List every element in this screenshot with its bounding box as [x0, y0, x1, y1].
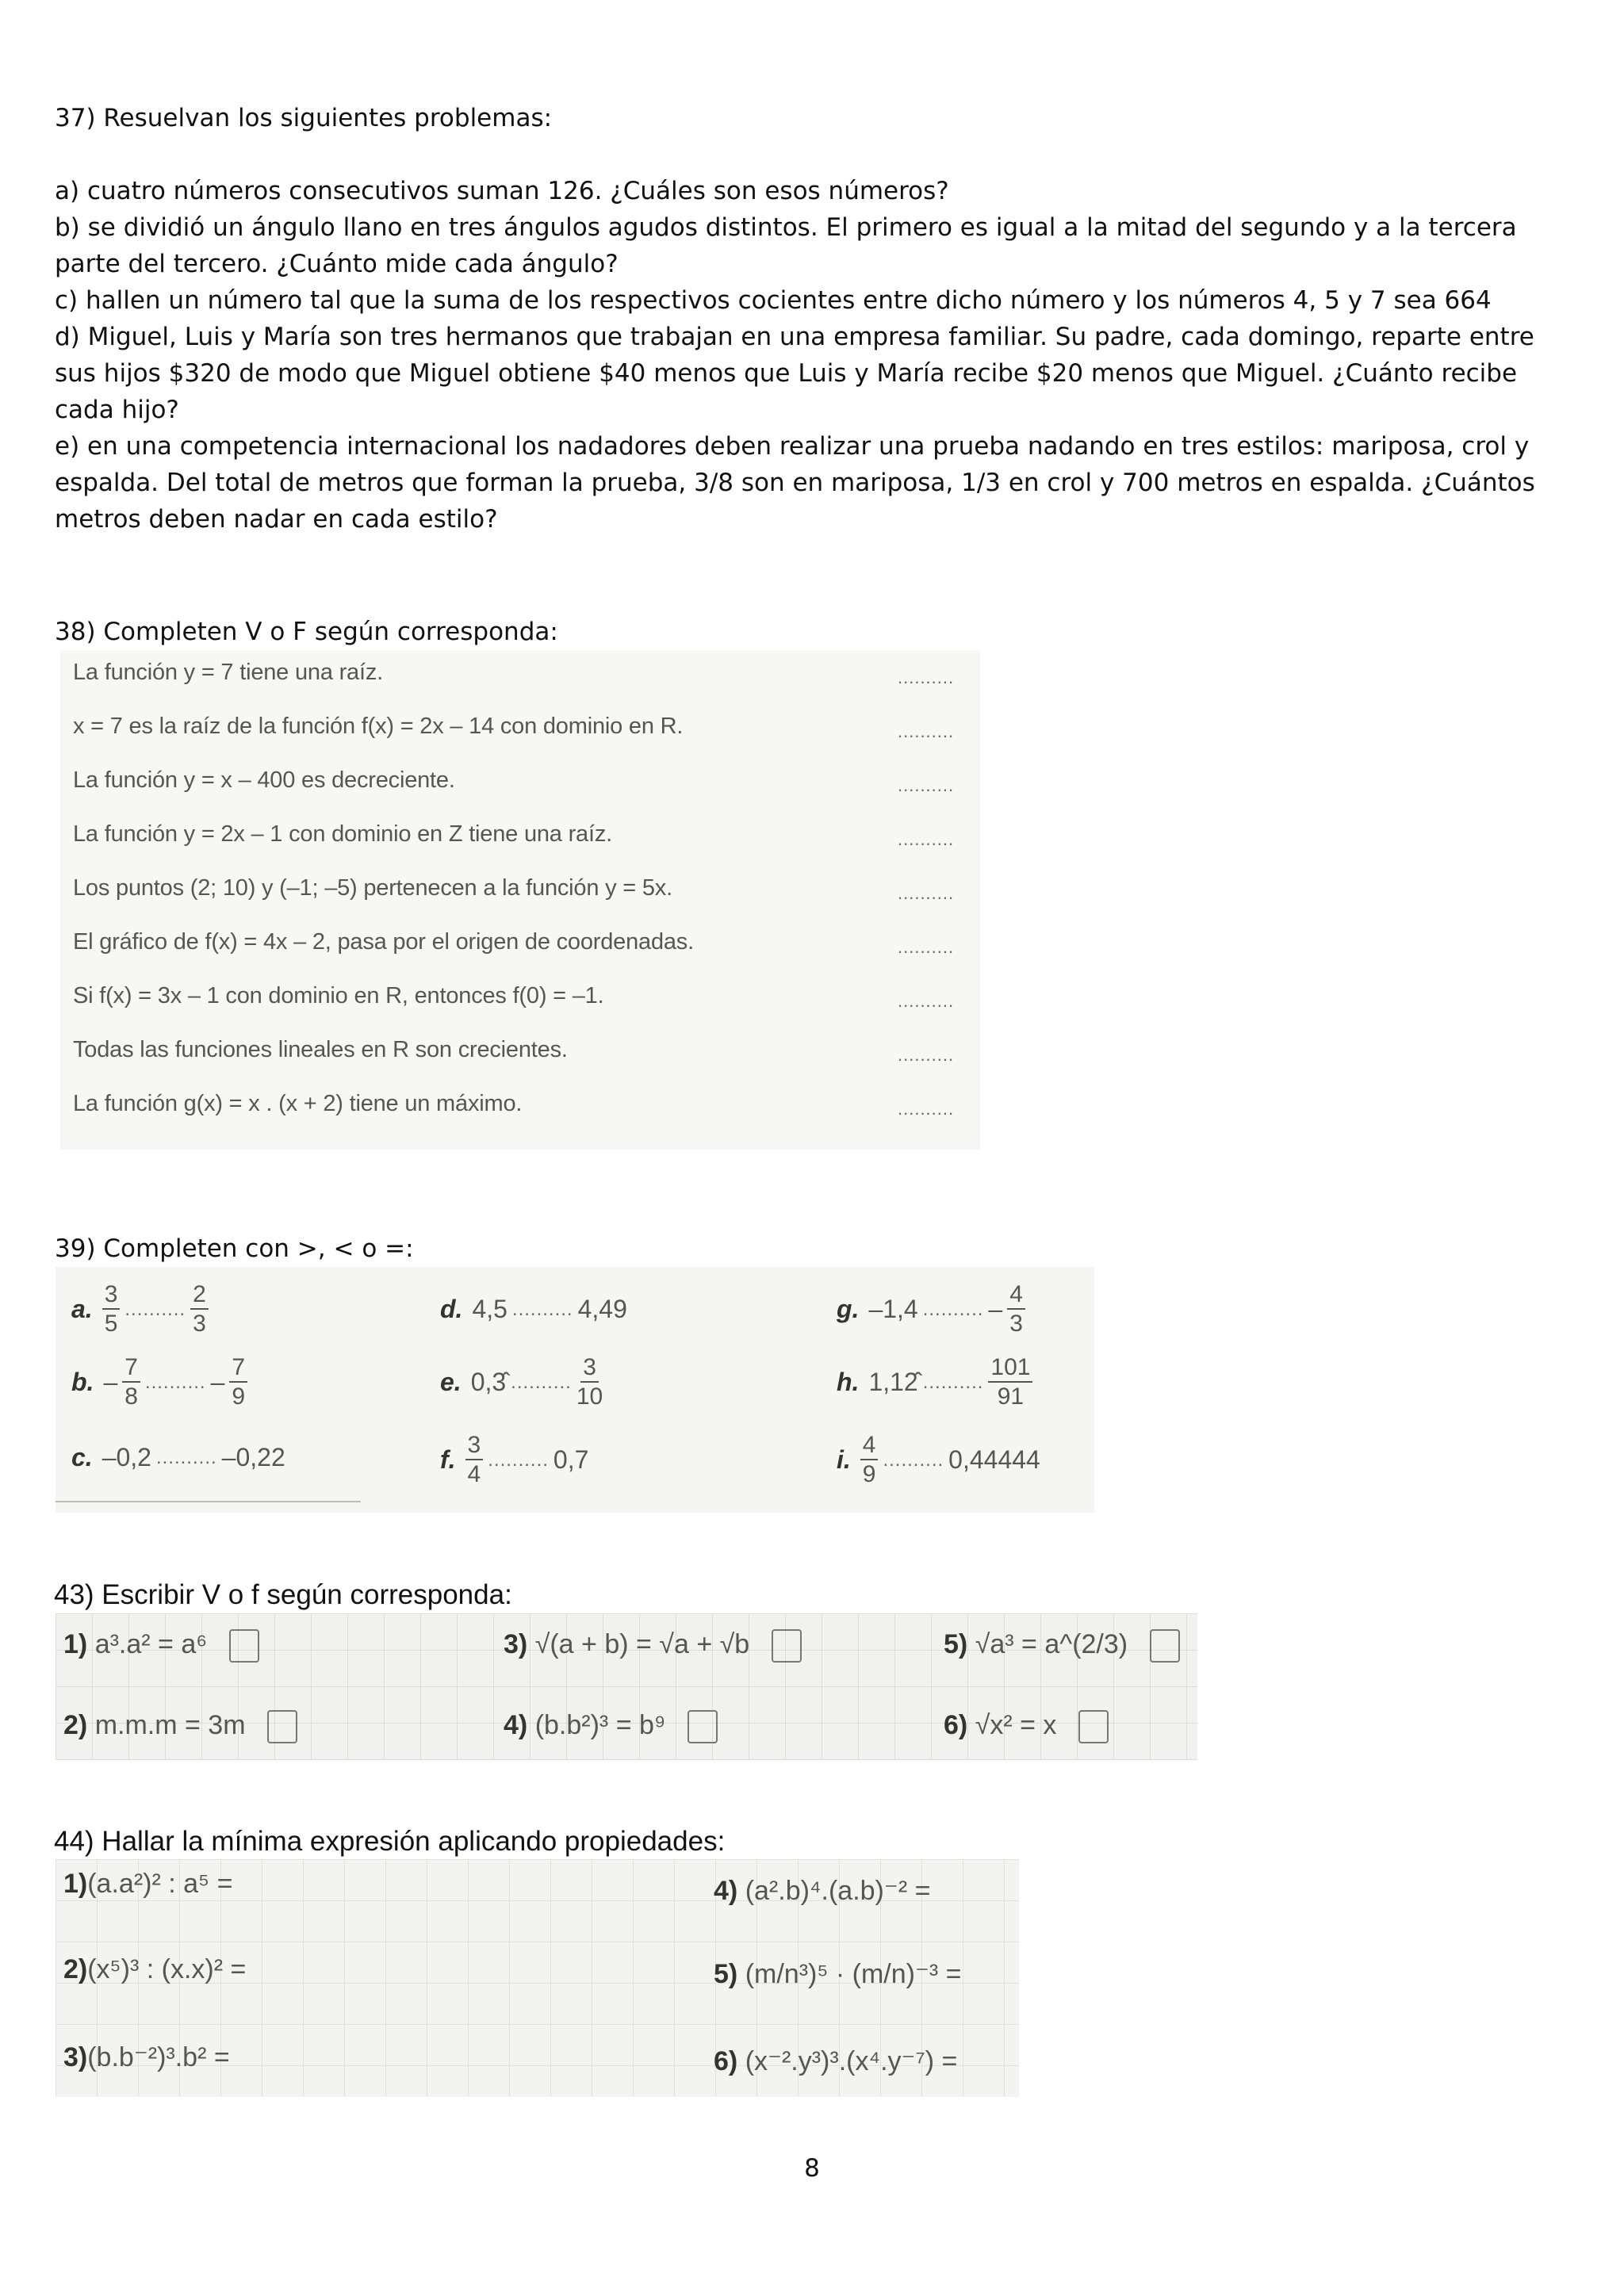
exercise-6: 6) √x² = x	[944, 1710, 1109, 1743]
compare-item-b: b. – $\frac{7}{8}$ .......... – $\frac{7}{9}$	[71, 1356, 247, 1409]
vf-statement: El gráfico de f(x) = 4x – 2, pasa por el origen de coordenadas.	[73, 929, 694, 955]
vf-statement: La función g(x) = x . (x + 2) tiene un máximo.	[73, 1091, 523, 1116]
vf-row	[73, 1081, 969, 1134]
vf-statement: Todas las funciones lineales en R son crecientes.	[73, 1037, 568, 1062]
answer-blank[interactable]: ..........	[898, 1045, 955, 1065]
exercise-4: 4) (b.b²)³ = b⁹	[504, 1710, 718, 1743]
compare-item-g: g. –1,4 .......... – $\frac{4}{3}$	[837, 1283, 1025, 1336]
page-number: 8	[804, 2154, 820, 2183]
simplify-exercise-2: 2)(x⁵)³ : (x.x)² =	[63, 1954, 247, 1984]
answer-box[interactable]	[267, 1710, 297, 1743]
simplify-exercise-1: 1)(a.a²)² : a⁵ =	[63, 1869, 233, 1899]
answer-blank[interactable]: ..........	[898, 668, 955, 687]
answer-blank[interactable]: ..........	[898, 775, 955, 795]
vf-statement: Si f(x) = 3x – 1 con dominio en R, entonces f(0) = –1.	[73, 983, 604, 1008]
section-37	[55, 100, 1545, 538]
compare-item-d: d. 4,5 .......... 4,49	[440, 1295, 627, 1323]
answer-box[interactable]	[1078, 1710, 1109, 1743]
simplify-exercise-3: 3)(b.b⁻²)³.b² =	[63, 2042, 230, 2072]
answer-blank[interactable]: ..........	[511, 1371, 572, 1393]
section-37-heading: 37) Resuelvan los siguientes problemas:	[55, 104, 553, 132]
section-39-heading: 39) Completen con >, < o =:	[55, 1234, 414, 1263]
vf-row	[73, 866, 969, 918]
compare-item-a: a. $\frac{3}{5}$ .......... $\frac{2}{3}$	[71, 1283, 209, 1336]
answer-blank[interactable]: ..........	[124, 1298, 186, 1320]
compare-item-f: f. $\frac{3}{4}$ .......... 0,7	[440, 1432, 589, 1487]
compare-item-e: e. 0,3̂ .......... $\frac{3}{10}$	[440, 1354, 603, 1410]
problem-e: e) en una competencia internacional los nadadores deben realizar una prueba nadando en tres estilos: mariposa, crol y espalda. Del total de metros que forman la prueba, 3/8 son en mariposa, 1/3 en crol y 700 metros en espalda. ¿Cuántos metros deben nadar en cada estilo?	[55, 432, 1535, 534]
vf-row	[73, 650, 969, 702]
answer-blank[interactable]: ..........	[922, 1298, 984, 1320]
simplify-grid	[56, 1859, 1019, 2097]
compare-item-i: i. $\frac{4}{9}$ .......... 0,44444	[837, 1432, 1040, 1487]
answer-blank[interactable]: ..........	[511, 1298, 573, 1320]
section-44-heading: 44) Hallar la mínima expresión aplicando propiedades:	[54, 1826, 726, 1857]
answer-blank[interactable]: ..........	[898, 1099, 955, 1119]
answer-blank[interactable]: ..........	[144, 1371, 206, 1393]
vf-row	[73, 704, 969, 756]
section-43-heading: 43) Escribir V o f según corresponda:	[54, 1579, 512, 1610]
vf-statement: La función y = 7 tiene una raíz.	[73, 660, 384, 685]
answer-blank[interactable]: ..........	[922, 1371, 984, 1393]
answer-blank[interactable]: ..........	[898, 991, 955, 1011]
problem-b: b) se dividió un ángulo llano en tres ángulos agudos distintos. El primero es igual a la mitad del segundo y a la tercera parte del tercero. ¿Cuánto mide cada ángulo?	[55, 213, 1517, 278]
exercise-3: 3) √(a + b) = √a + √b	[504, 1629, 802, 1663]
compare-item-c: c. –0,2 .......... –0,22	[71, 1443, 285, 1471]
vf-statement: x = 7 es la raíz de la función f(x) = 2x – 14 con dominio en R.	[73, 714, 684, 739]
answer-blank[interactable]: ..........	[898, 937, 955, 957]
answer-blank[interactable]: ..........	[898, 721, 955, 741]
true-false-statements	[60, 650, 980, 1150]
vf-row	[73, 1027, 969, 1080]
simplify-exercise-6: 6) (x⁻².y³)³.(x⁴.y⁻⁷) =	[714, 2046, 958, 2076]
vf-statement: La función y = x – 400 es decreciente.	[73, 767, 455, 793]
vf-statement: Los puntos (2; 10) y (–1; –5) pertenecen a la función y = 5x.	[73, 875, 672, 901]
problem-a: a) cuatro números consecutivos suman 126. ¿Cuáles son esos números?	[55, 177, 949, 205]
vf-statement: La función y = 2x – 1 con dominio en Z tiene una raíz.	[73, 821, 612, 847]
answer-box[interactable]	[772, 1629, 802, 1663]
vf-row	[73, 812, 969, 864]
section-38-heading: 38) Completen V o F según corresponda:	[55, 618, 558, 646]
answer-box[interactable]	[688, 1710, 718, 1743]
exercise-2: 2) m.m.m = 3m	[63, 1710, 297, 1743]
compare-item-h: h. 1,12̂ .......... $\frac{101}{91}$	[837, 1356, 1032, 1409]
simplify-exercise-5: 5) (m/n³)⁵ · (m/n)⁻³ =	[714, 1959, 962, 1989]
divider	[56, 1501, 361, 1502]
true-false-grid	[56, 1613, 1197, 1760]
simplify-exercise-4: 4) (a².b)⁴.(a.b)⁻² =	[714, 1876, 931, 1906]
problem-d: d) Miguel, Luis y María son tres hermanos que trabajan en una empresa familiar. Su padre, cada domingo, reparte entre sus hijos $320 de modo que Miguel obtiene $40 menos que Luis y María recibe $20 menos que Miguel. ¿Cuánto recibe cada hijo?	[55, 323, 1534, 424]
problem-c: c) hallen un número tal que la suma de los respectivos cocientes entre dicho número y los números 4, 5 y 7 sea 664	[55, 286, 1492, 315]
answer-blank[interactable]: ..........	[488, 1448, 549, 1471]
answer-box[interactable]	[1150, 1629, 1180, 1663]
answer-box[interactable]	[229, 1629, 259, 1663]
spacer	[55, 136, 1545, 173]
vf-row	[73, 920, 969, 972]
answer-blank[interactable]: ..........	[898, 829, 955, 849]
exercise-5: 5) √a³ = a^(2/3)	[944, 1629, 1180, 1663]
exercise-1: 1) a³.a² = a⁶	[63, 1629, 259, 1663]
answer-blank[interactable]: ..........	[883, 1448, 944, 1471]
answer-blank[interactable]: ..........	[155, 1446, 217, 1468]
vf-row	[73, 974, 969, 1026]
vf-row	[73, 758, 969, 810]
comparison-exercises	[56, 1267, 1094, 1513]
answer-blank[interactable]: ..........	[898, 883, 955, 903]
